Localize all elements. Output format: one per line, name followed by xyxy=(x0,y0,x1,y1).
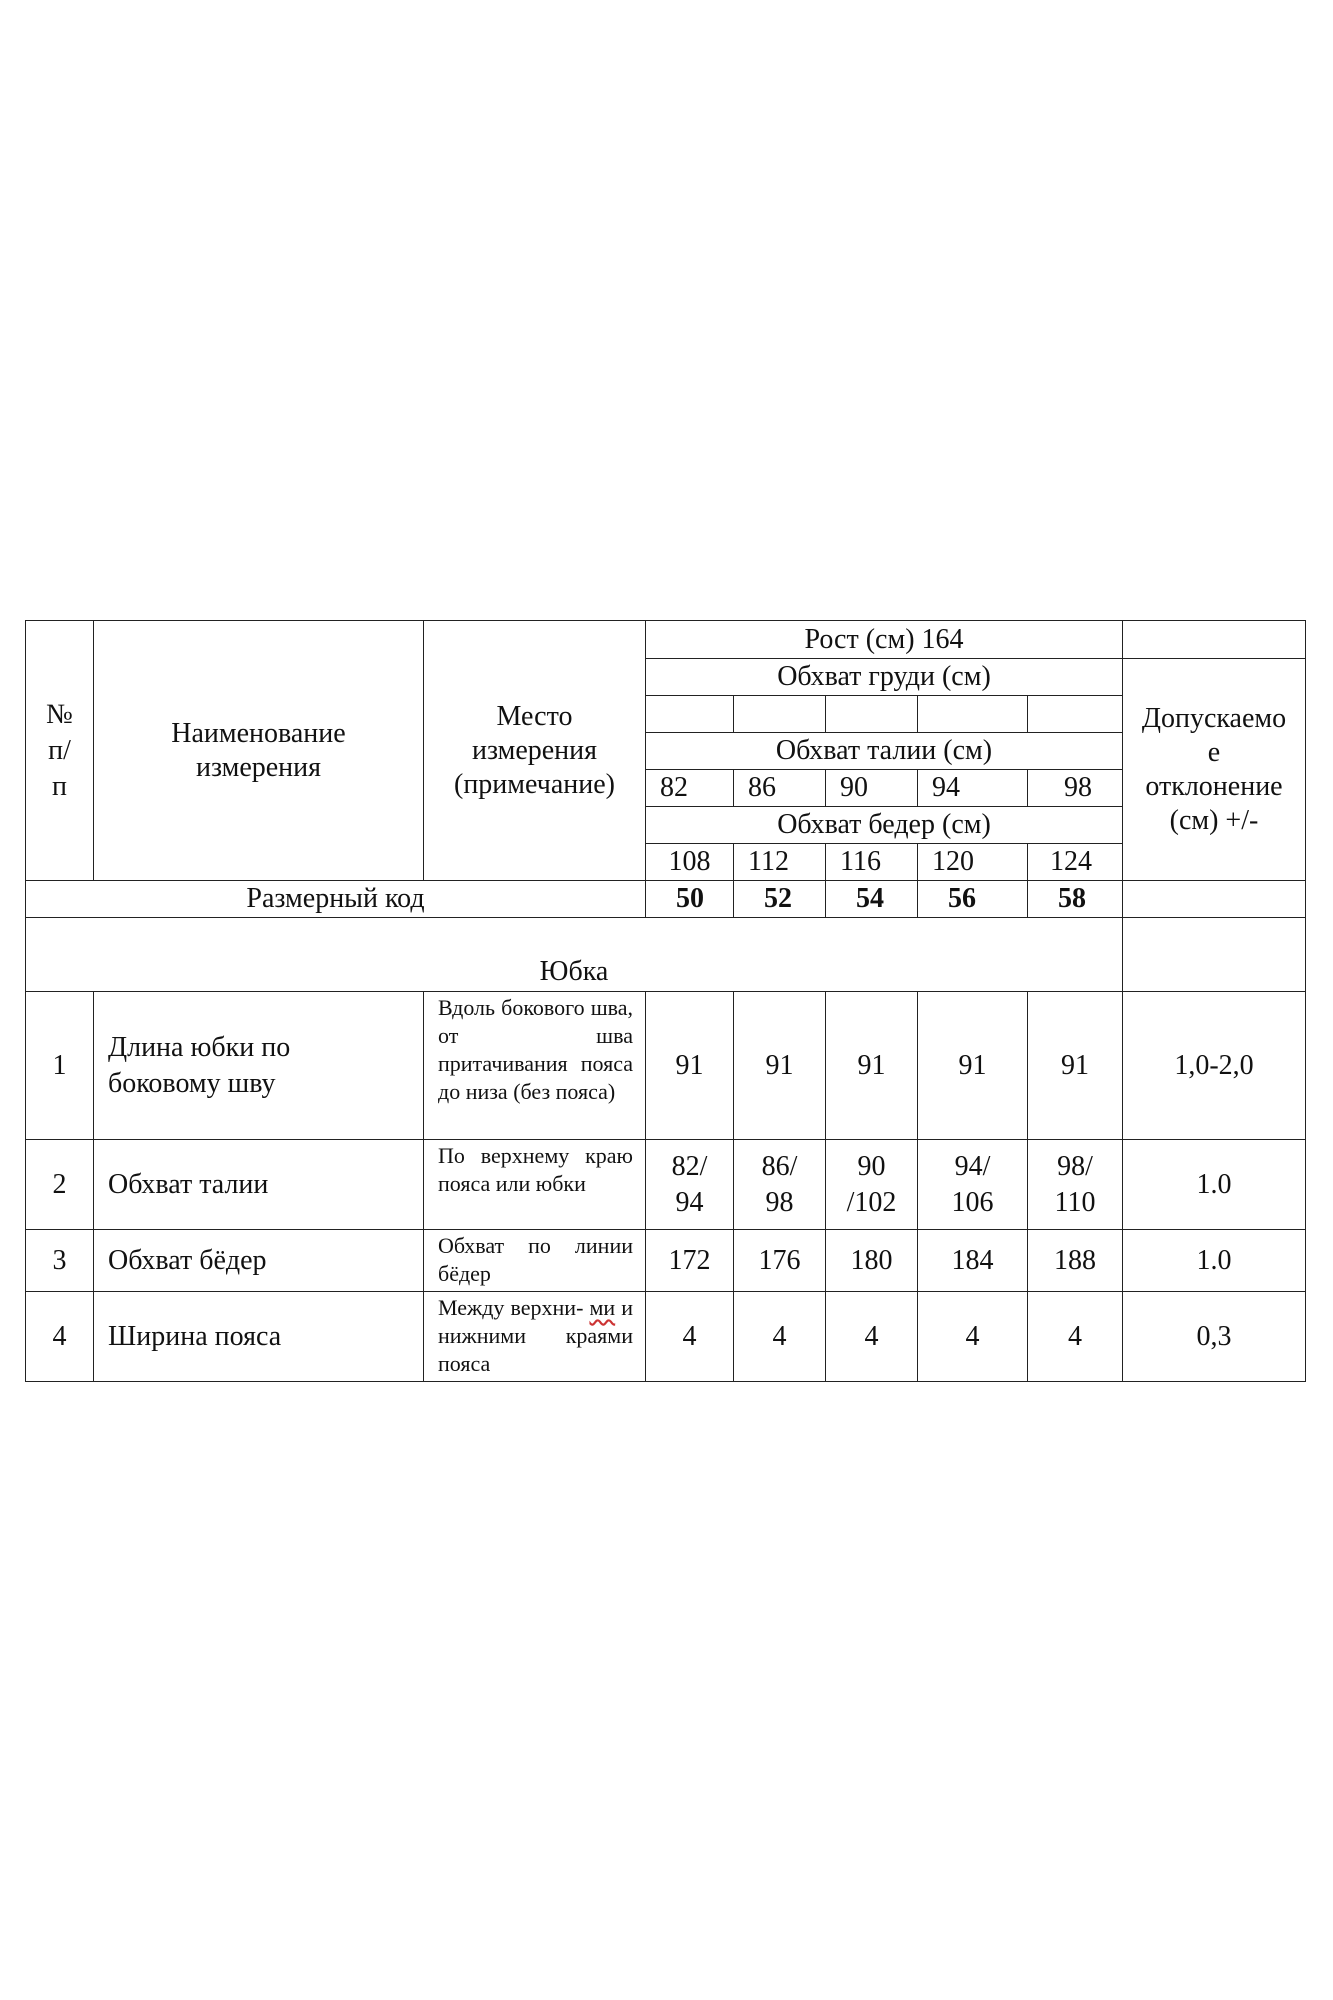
header-measurement-place: Место измерения (примечание) xyxy=(424,621,646,881)
size-value: 98/ 110 xyxy=(1028,1140,1123,1230)
size-value: 91 xyxy=(918,992,1028,1140)
size-value: 4 xyxy=(826,1292,918,1382)
size-value: 86/ 98 xyxy=(734,1140,826,1230)
row-number: 2 xyxy=(26,1140,94,1230)
measurement-name: Ширина пояса xyxy=(94,1292,424,1382)
row-number: 1 xyxy=(26,992,94,1140)
chest-value-cell xyxy=(918,696,1028,733)
measurement-name: Длина юбки по боковому шву xyxy=(94,992,424,1140)
chest-value-cell xyxy=(646,696,734,733)
size-value: 176 xyxy=(734,1230,826,1292)
row-number: 3 xyxy=(26,1230,94,1292)
tolerance-value: 1.0 xyxy=(1123,1140,1306,1230)
header-number: № п/ п xyxy=(26,621,94,881)
section-blank xyxy=(1123,918,1306,992)
measurement-place: Обхват по линии бёдер xyxy=(424,1230,646,1292)
chest-value-cell xyxy=(826,696,918,733)
hips-value: 108 xyxy=(646,844,734,881)
header-blank-cell xyxy=(1123,621,1306,659)
waist-value: 90 xyxy=(826,770,918,807)
size-value: 4 xyxy=(646,1292,734,1382)
size-code-value: 54 xyxy=(826,881,918,918)
hips-value: 112 xyxy=(734,844,826,881)
table-row xyxy=(26,1230,1306,1292)
waist-value: 82 xyxy=(646,770,734,807)
tolerance-value: 0,3 xyxy=(1123,1292,1306,1382)
tolerance-value: 1.0 xyxy=(1123,1230,1306,1292)
measurement-name: Обхват бёдер xyxy=(94,1230,424,1292)
measurement-place: Вдоль бокового шва, от шва притачивания пояса до низа (без пояса) xyxy=(424,992,646,1140)
size-value: 90 /102 xyxy=(826,1140,918,1230)
size-value: 184 xyxy=(918,1230,1028,1292)
size-value: 91 xyxy=(734,992,826,1140)
size-code-value: 56 xyxy=(918,881,1028,918)
size-value: 4 xyxy=(734,1292,826,1382)
measurement-place: По верхнему краю пояса или юбки xyxy=(424,1140,646,1230)
header-chest: Обхват груди (см) xyxy=(646,659,1123,696)
chest-value-cell xyxy=(1028,696,1123,733)
waist-value: 94 xyxy=(918,770,1028,807)
table-row xyxy=(26,992,1306,1140)
waist-value: 98 xyxy=(1028,770,1123,807)
waist-value: 86 xyxy=(734,770,826,807)
hips-value: 124 xyxy=(1028,844,1123,881)
tolerance-value: 1,0-2,0 xyxy=(1123,992,1306,1140)
hips-value: 120 xyxy=(918,844,1028,881)
size-value: 172 xyxy=(646,1230,734,1292)
size-value: 82/ 94 xyxy=(646,1140,734,1230)
size-value: 188 xyxy=(1028,1230,1123,1292)
size-value: 91 xyxy=(1028,992,1123,1140)
size-value: 91 xyxy=(826,992,918,1140)
size-value: 4 xyxy=(918,1292,1028,1382)
table-row xyxy=(26,1140,1306,1230)
chest-value-cell xyxy=(734,696,826,733)
header-measurement-name: Наименование измерения xyxy=(94,621,424,881)
size-code-label: Размерный код xyxy=(26,881,646,918)
size-value: 180 xyxy=(826,1230,918,1292)
hips-value: 116 xyxy=(826,844,918,881)
table-row xyxy=(26,1292,1306,1382)
size-code-blank xyxy=(1123,881,1306,918)
size-chart-table xyxy=(25,620,1306,1382)
section-title: Юбка xyxy=(26,918,1123,992)
size-code-value: 50 xyxy=(646,881,734,918)
header-height: Рост (см) 164 xyxy=(646,621,1123,659)
size-code-value: 58 xyxy=(1028,881,1123,918)
header-waist: Обхват талии (см) xyxy=(646,733,1123,770)
measurement-place: Между верхни- ми и нижними краями пояса xyxy=(424,1292,646,1382)
size-value: 91 xyxy=(646,992,734,1140)
header-hips: Обхват бедер (см) xyxy=(646,807,1123,844)
measurement-name: Обхват талии xyxy=(94,1140,424,1230)
size-code-value: 52 xyxy=(734,881,826,918)
row-number: 4 xyxy=(26,1292,94,1382)
size-value: 94/ 106 xyxy=(918,1140,1028,1230)
size-value: 4 xyxy=(1028,1292,1123,1382)
header-tolerance: Допускаемо е отклонение (см) +/- xyxy=(1123,659,1306,881)
